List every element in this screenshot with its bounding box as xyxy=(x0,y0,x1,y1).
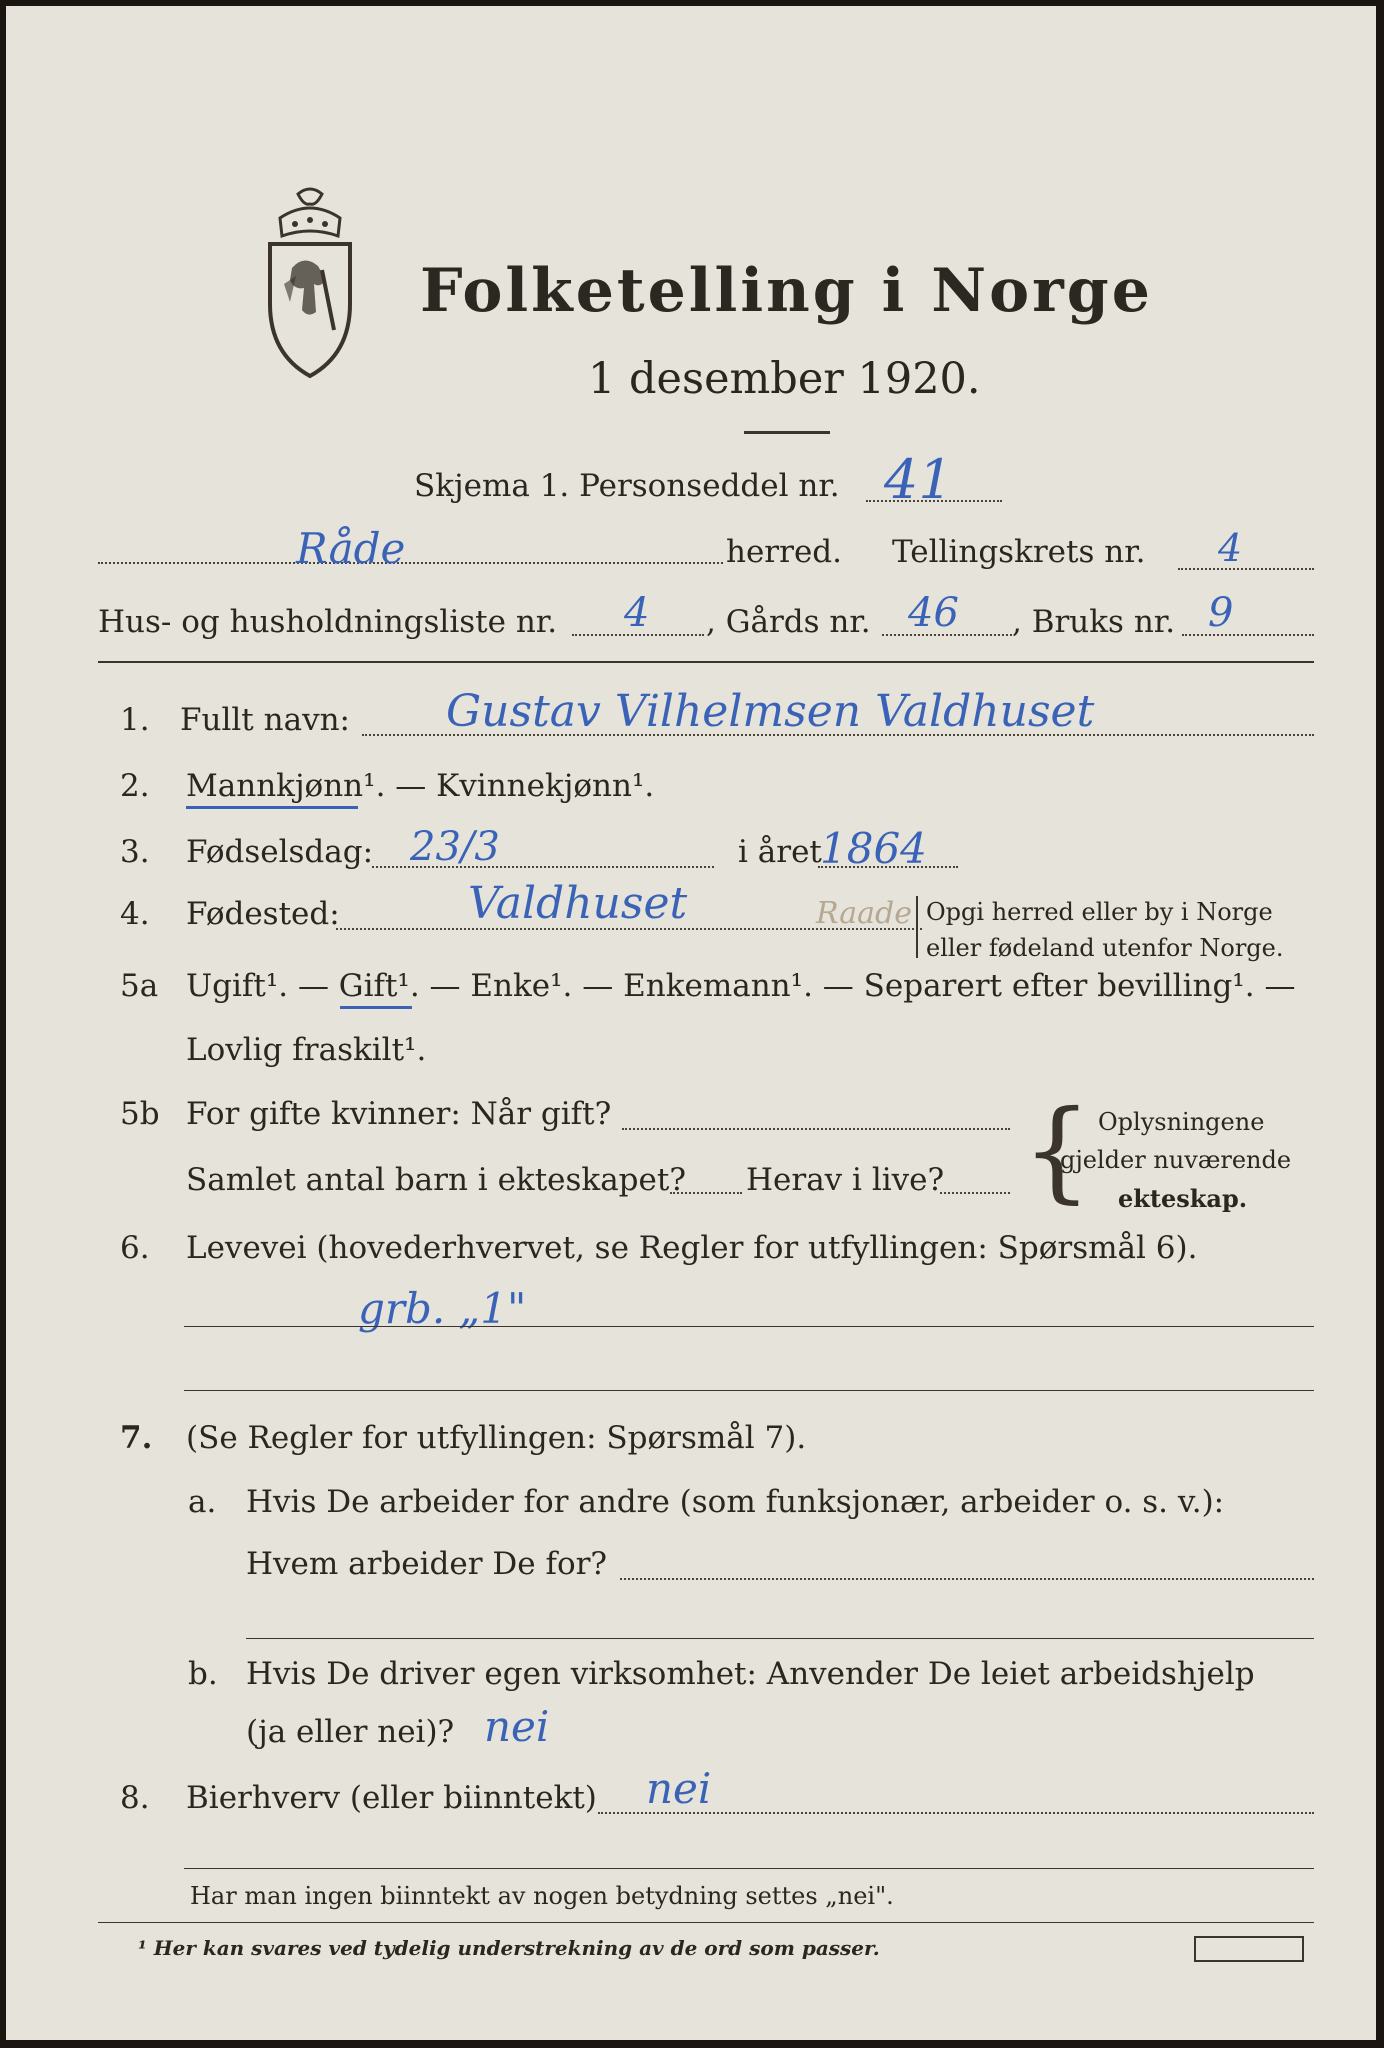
fullt-navn-label: Fullt navn: xyxy=(180,702,350,738)
bierhverv-value: nei xyxy=(646,1764,712,1813)
coat-of-arms-icon xyxy=(260,184,360,380)
q7a-label: Hvis De arbeider for andre (som funksjonær, arbeider o. s. v.): xyxy=(246,1484,1225,1520)
q7b-label-2: (ja eller nei)? xyxy=(246,1714,455,1750)
herav-i-live-label: Herav i live? xyxy=(746,1162,945,1198)
q7a-label-2: Hvem arbeider De for? xyxy=(246,1546,608,1582)
q7b-label: Hvis De driver egen virksomhet: Anvender De leiet arbeidshjelp xyxy=(246,1656,1255,1692)
antal-barn-label: Samlet antal barn i ekteskapet? xyxy=(186,1162,686,1198)
bruks-value: 9 xyxy=(1208,590,1234,636)
herred-value: Råde xyxy=(296,524,406,573)
fodested-label: Fødested: xyxy=(186,896,340,932)
levevei-value: grb. „1" xyxy=(358,1284,527,1333)
kjonn-options: Mannkjønn¹. — Kvinnekjønn¹. xyxy=(186,768,655,804)
census-form: Folketelling i Norge 1 desember 1920. Skjema 1. Personseddel nr. 41 Råde herred. Tellingskrets nr. 4 Hus- og husholdningsliste nr. 4 , Gårds nr. 46 , Bruks nr. 9 1. Fullt navn: Gustav Vilhelmsen Valdhuset 2. Mannkjønn¹. — Kvinnekjønn¹. 3. Fødselsdag: 23/3 i året 1864 4. Fødested: Valdhuset Raade Opgi herred eller by i Norge eller fødeland utenfor Norge. 5a Ugift¹. — Gift¹. — Enke¹. — Enkemann¹. — Separert efter bevilling¹. — Lovlig fraskilt¹. 5b For gifte kvinner: Når gift? Samlet antal barn i ekteskapet? Herav i live? { Oplysningene gjelder nuværende ekteskap. 6. Levevei (hovederhvervet, se Regler for utfyllingen: Spørsmål 6). grb. „1" 7. (Se Regler for utfyllingen: Spørsmål 7). a. Hvis De arbeider for andre (som funksjonær, arbeider o. s. v.): Hvem arbeider De for? b. Hvis De driver egen virksomhet: Anvender De leiet arbeidshjelp (ja eller nei)? nei 8. Bierhverv (eller biinntekt) nei Har man ingen biinntekt av nogen betydning settes „nei". ¹ Her kan svares ved tydelig understrekning av de ord som passer. xyxy=(6,6,1376,2040)
q7-label: (Se Regler for utfyllingen: Spørsmål 7). xyxy=(186,1420,807,1456)
note-brace: { xyxy=(1022,1086,1092,1214)
sivilstand-options: Ugift¹. — Gift¹. — Enke¹. — Enkemann¹. — Separert efter bevilling¹. — xyxy=(186,968,1296,1004)
aret-label: i året xyxy=(738,834,822,870)
fodested-note-2: eller fødeland utenfor Norge. xyxy=(926,934,1284,962)
fullt-navn-value: Gustav Vilhelmsen Valdhuset xyxy=(446,686,1095,737)
page-title: Folketelling i Norge xyxy=(420,256,1153,326)
husholdningsliste-label: Hus- og husholdningsliste nr. xyxy=(98,604,558,640)
gards-label: , Gårds nr. xyxy=(706,604,871,640)
tellingskrets-label: Tellingskrets nr. xyxy=(892,534,1146,570)
tellingskrets-value: 4 xyxy=(1218,526,1243,570)
sivilstand-options-2: Lovlig fraskilt¹. xyxy=(186,1032,427,1068)
bierhverv-label: Bierhverv (eller biinntekt) xyxy=(186,1780,597,1816)
header-divider xyxy=(98,661,1314,663)
fodselsdag-label: Fødselsdag: xyxy=(186,834,374,870)
husholdningsliste-value: 4 xyxy=(624,590,650,636)
title-divider xyxy=(744,431,830,434)
fodested-value: Valdhuset xyxy=(468,878,688,929)
naar-gift-label: For gifte kvinner: Når gift? xyxy=(186,1096,612,1132)
personseddel-number: 41 xyxy=(884,448,953,511)
fodested-note-1: Opgi herred eller by i Norge xyxy=(926,898,1273,926)
census-date: 1 desember 1920. xyxy=(588,354,981,404)
fodselsdag-value: 23/3 xyxy=(410,824,500,870)
oplysningene-note-2: gjelder nuværende xyxy=(1060,1146,1292,1174)
herred-label: herred. xyxy=(726,534,842,570)
fodselsar-value: 1864 xyxy=(820,824,927,873)
bierhverv-note: Har man ingen biinntekt av nogen betydning settes „nei". xyxy=(190,1882,894,1910)
printer-stamp xyxy=(1194,1936,1304,1962)
bruks-label: , Bruks nr. xyxy=(1012,604,1176,640)
levevei-label: Levevei (hovederhvervet, se Regler for utfyllingen: Spørsmål 6). xyxy=(186,1230,1198,1266)
q7b-value: nei xyxy=(484,1702,550,1751)
gards-value: 46 xyxy=(908,590,959,636)
oplysningene-note-3: ekteskap. xyxy=(1118,1184,1248,1213)
footnote: ¹ Her kan svares ved tydelig understrekning av de ord som passer. xyxy=(138,1936,880,1960)
mannkjonn-underline xyxy=(186,806,358,809)
fodested-annotation: Raade xyxy=(816,896,913,931)
oplysningene-note-1: Oplysningene xyxy=(1098,1108,1265,1136)
gift-underline xyxy=(340,1006,412,1009)
schema-label: Skjema 1. Personseddel nr. xyxy=(414,468,840,504)
